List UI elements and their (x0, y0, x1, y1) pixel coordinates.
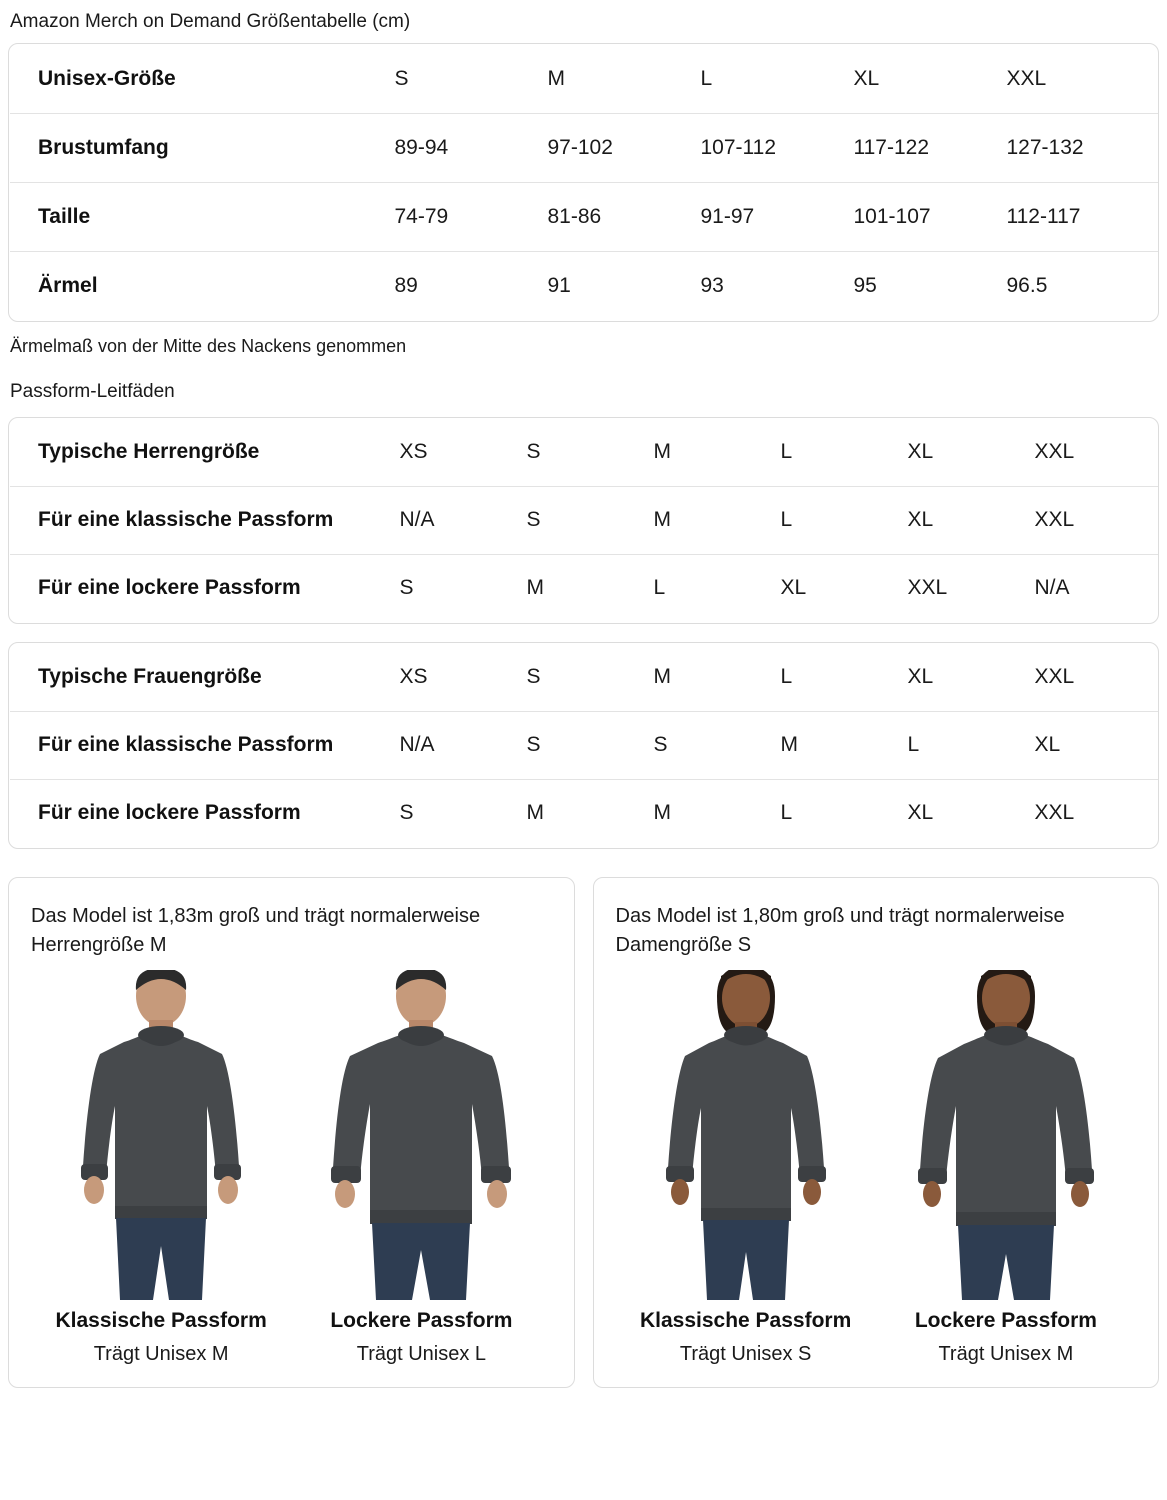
cell: XXL (1034, 801, 1075, 825)
cell: 89-94 (395, 113, 548, 182)
figure-womens-classic (628, 970, 863, 1369)
cell: S (527, 643, 654, 711)
table-row (10, 251, 1160, 320)
cell: 91 (547, 273, 571, 297)
mens-model-description: Das Model ist 1,83m groß und trägt normalerweise Herrengröße M (31, 904, 481, 956)
table-row (10, 711, 1160, 779)
cell: 97-102 (548, 113, 701, 182)
figure-womens-relaxed (888, 970, 1123, 1369)
fit-name: Klassische Passform (55, 1308, 267, 1332)
womens-figures (616, 970, 1137, 1369)
table-row (10, 44, 1160, 113)
cell: XXL (1035, 418, 1160, 486)
cell: XL (908, 643, 1035, 711)
cell: XL (1035, 711, 1160, 779)
table-row (10, 182, 1160, 251)
cell: XXL (907, 576, 948, 600)
measurements-table-wrapper (8, 43, 1159, 322)
cell: L (701, 44, 854, 113)
cell: 101-107 (854, 182, 1007, 251)
fit-size: Trägt Unisex S (679, 1343, 812, 1366)
fit-size: Trägt Unisex M (938, 1343, 1074, 1366)
fit-name: Lockere Passform (330, 1308, 513, 1332)
cell: XS (400, 418, 527, 486)
figure-caption (915, 1306, 1097, 1369)
page-title: Amazon Merch on Demand Größentabelle (cm) (10, 11, 411, 32)
cell: XXL (1007, 44, 1160, 113)
male-model-relaxed-fit-illustration (312, 970, 530, 1300)
female-model-classic-fit-illustration (637, 970, 855, 1300)
cell: L (908, 711, 1035, 779)
figure-caption (55, 1306, 266, 1369)
fit-size: Trägt Unisex M (93, 1343, 229, 1366)
cell: M (654, 486, 781, 554)
cell: XL (907, 801, 934, 825)
mens-fit-table-wrapper (8, 417, 1159, 624)
cell: 112-117 (1007, 182, 1160, 251)
mens-fit-table (9, 418, 1159, 623)
cell: N/A (400, 711, 527, 779)
figure-caption (330, 1306, 512, 1369)
cell: M (548, 44, 701, 113)
womens-model-panel (593, 877, 1160, 1388)
row-label: Für eine klassische Passform (10, 486, 400, 554)
cell: M (654, 418, 781, 486)
cell: N/A (1034, 576, 1070, 600)
cell: 81-86 (548, 182, 701, 251)
cell: S (399, 576, 414, 600)
table-row (10, 779, 1160, 847)
cell: M (654, 643, 781, 711)
cell: S (399, 801, 414, 825)
cell: M (526, 801, 544, 825)
cell: XL (908, 486, 1035, 554)
cell: L (653, 576, 666, 600)
female-model-relaxed-fit-illustration (897, 970, 1115, 1300)
mens-model-panel (8, 877, 575, 1388)
cell: 96.5 (1006, 273, 1048, 297)
cell: 117-122 (854, 113, 1007, 182)
table-row (10, 486, 1160, 554)
model-panels (8, 877, 1159, 1388)
cell: S (395, 44, 548, 113)
table-row (10, 554, 1160, 622)
womens-fit-table (9, 643, 1159, 848)
row-label: Ärmel (38, 273, 98, 297)
cell: 91-97 (701, 182, 854, 251)
row-label: Typische Herrengröße (10, 418, 400, 486)
cell: 74-79 (395, 182, 548, 251)
cell: L (781, 643, 908, 711)
cell: S (527, 711, 654, 779)
cell: S (527, 418, 654, 486)
table-row (10, 113, 1160, 182)
table-row (10, 643, 1160, 711)
fit-guides-label: Passform-Leitfäden (10, 380, 175, 402)
cell: XXL (1035, 643, 1160, 711)
cell: N/A (400, 486, 527, 554)
cell: L (781, 418, 908, 486)
male-model-classic-fit-illustration (52, 970, 270, 1300)
row-label: Brustumfang (10, 113, 395, 182)
table-row (10, 418, 1160, 486)
fit-size: Trägt Unisex L (356, 1343, 487, 1366)
fit-name: Lockere Passform (914, 1308, 1097, 1332)
cell: 107-112 (701, 113, 854, 182)
figure-caption (640, 1306, 851, 1369)
row-label: Für eine lockere Passform (38, 801, 301, 825)
row-label: Unisex-Größe (10, 44, 395, 113)
cell: M (653, 801, 671, 825)
figure-mens-relaxed (304, 970, 539, 1369)
measurements-table (9, 44, 1159, 321)
fit-name: Klassische Passform (639, 1308, 852, 1332)
cell: XS (400, 643, 527, 711)
row-label: Für eine klassische Passform (10, 711, 400, 779)
cell: XL (854, 44, 1007, 113)
womens-model-description: Das Model ist 1,80m groß und trägt normalerweise Damengröße S (615, 904, 1065, 956)
figure-mens-classic (44, 970, 279, 1369)
cell: M (781, 711, 908, 779)
row-label: Für eine lockere Passform (38, 576, 301, 600)
mens-figures (31, 970, 552, 1369)
cell: M (526, 576, 544, 600)
row-label: Taille (10, 182, 395, 251)
cell: XL (780, 576, 807, 600)
cell: XXL (1035, 486, 1160, 554)
cell: 93 (700, 273, 724, 297)
cell: L (781, 486, 908, 554)
cell: L (780, 801, 793, 825)
sleeve-measurement-note: Ärmelmaß von der Mitte des Nackens genommen (10, 335, 407, 356)
cell: XL (908, 418, 1035, 486)
womens-fit-table-wrapper (8, 642, 1159, 849)
cell: S (654, 711, 781, 779)
cell: 89 (394, 273, 418, 297)
cell: S (527, 486, 654, 554)
cell: 95 (853, 273, 877, 297)
cell: 127-132 (1007, 113, 1160, 182)
row-label: Typische Frauengröße (10, 643, 400, 711)
